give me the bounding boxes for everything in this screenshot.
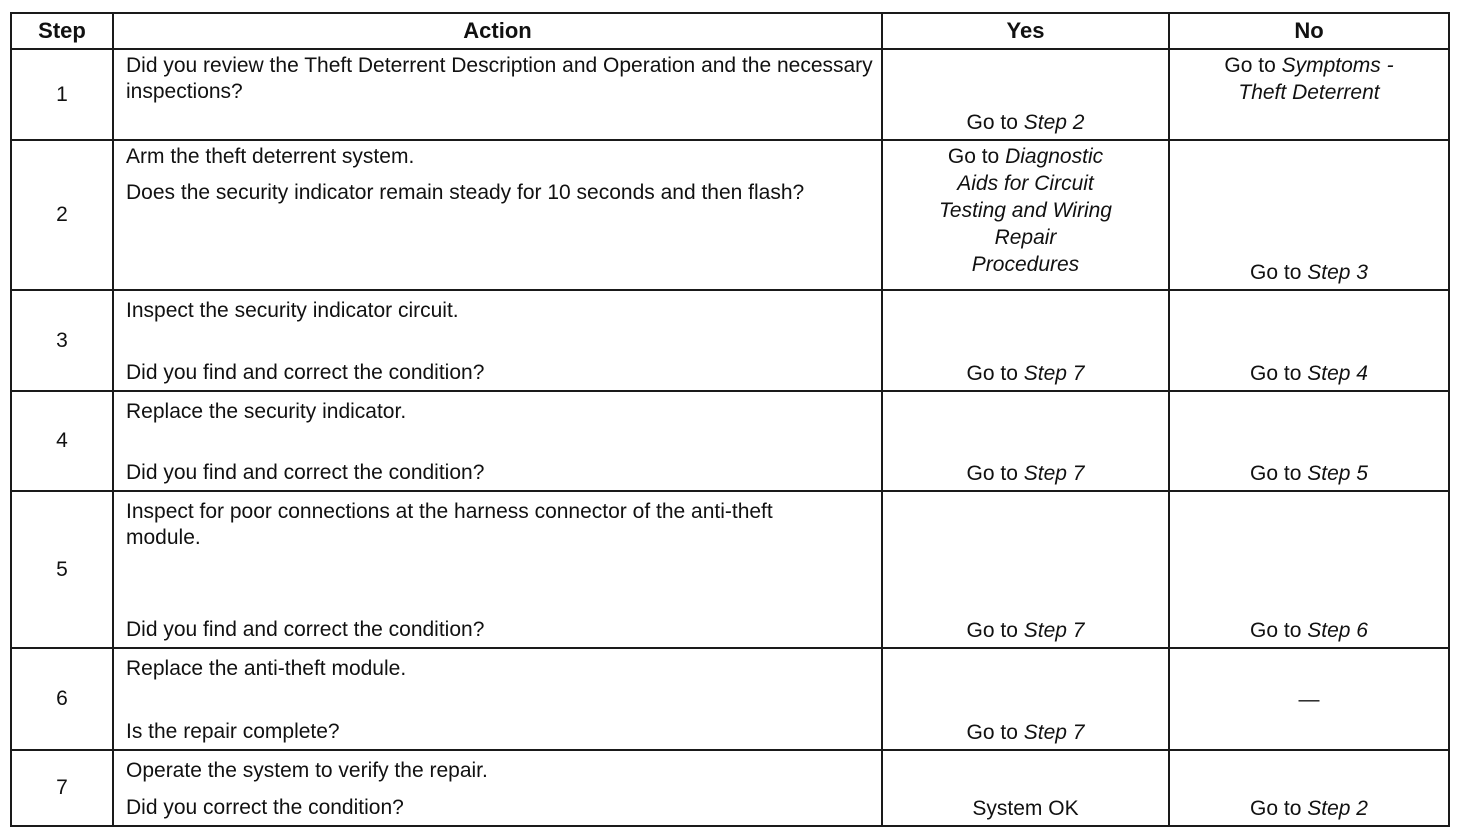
no-prefix: Go to (1224, 54, 1282, 77)
no-cell (1169, 290, 1449, 391)
yes-prefix: Go to (966, 462, 1024, 485)
step-number: 5 (11, 491, 113, 648)
no-cell (1169, 750, 1449, 826)
table-row (11, 290, 1449, 391)
action-cell (113, 290, 882, 391)
step-number: 2 (11, 140, 113, 290)
no-prefix: Go to (1250, 619, 1308, 642)
yes-result: System OK (972, 797, 1079, 820)
action-question: Did you find and correct the condition? (126, 461, 485, 484)
no-cell (1169, 648, 1449, 750)
action-text: Arm the theft deterrent system. (126, 145, 415, 168)
no-prefix: Go to (1250, 362, 1308, 385)
table-row (11, 391, 1449, 491)
header-step: Step (11, 13, 113, 49)
table-row (11, 648, 1449, 750)
action-cell (113, 49, 882, 140)
step-number: 1 (11, 49, 113, 140)
no-reference: Step 2 (1307, 797, 1368, 820)
no-cell (1169, 140, 1449, 290)
step-number: 7 (11, 750, 113, 826)
header-action: Action (113, 13, 882, 49)
no-prefix: Go to (1250, 261, 1308, 284)
action-text: Did you review the Theft Deterrent Description and Operation and the necessary inspections? (126, 54, 873, 103)
action-text: Operate the system to verify the repair. (126, 759, 488, 782)
action-cell (113, 391, 882, 491)
no-cell (1169, 491, 1449, 648)
action-text: Replace the security indicator. (126, 400, 407, 423)
yes-reference: Step 7 (1023, 619, 1085, 642)
yes-prefix: Go to (966, 721, 1024, 744)
yes-cell (882, 750, 1169, 826)
action-text: Inspect for poor connections at the harness connector of the anti-theft module. (126, 500, 773, 549)
yes-cell (882, 491, 1169, 648)
yes-cell (882, 290, 1169, 391)
no-cell (1169, 391, 1449, 491)
no-reference: Symptoms - Theft Deterrent (1238, 54, 1394, 104)
table-row (11, 140, 1449, 290)
no-cell (1169, 49, 1449, 140)
yes-prefix: Go to (966, 619, 1024, 642)
table-row (11, 49, 1449, 140)
no-prefix: Go to (1250, 462, 1308, 485)
action-text: Replace the anti-theft module. (126, 657, 407, 680)
action-cell (113, 648, 882, 750)
yes-reference: Step 7 (1023, 721, 1085, 744)
action-question: Did you correct the condition? (126, 796, 404, 819)
step-number: 3 (11, 290, 113, 391)
yes-prefix: Go to (947, 145, 1006, 168)
action-cell (113, 140, 882, 290)
yes-reference: Diagnostic Aids for Circuit Testing and Wiring Repair Procedures (939, 145, 1112, 276)
action-text: Inspect the security indicator circuit. (126, 299, 459, 322)
no-reference: Step 5 (1307, 462, 1368, 485)
no-dash: — (1298, 687, 1320, 711)
yes-reference: Step 7 (1023, 362, 1085, 385)
header-no: No (1169, 13, 1449, 49)
table-row (11, 491, 1449, 648)
no-prefix: Go to (1250, 797, 1308, 820)
action-question: Is the repair complete? (126, 720, 340, 743)
yes-cell (882, 648, 1169, 750)
action-question: Does the security indicator remain steady for 10 seconds and then flash? (126, 181, 805, 204)
yes-prefix: Go to (966, 362, 1024, 385)
step-number: 6 (11, 648, 113, 750)
table-row (11, 750, 1449, 826)
yes-prefix: Go to (966, 111, 1024, 134)
action-cell (113, 491, 882, 648)
no-reference: Step 3 (1307, 261, 1368, 284)
yes-cell (882, 49, 1169, 140)
header-yes: Yes (882, 13, 1169, 49)
diagnostic-table (10, 12, 1450, 827)
yes-reference: Step 2 (1023, 111, 1085, 134)
no-reference: Step 6 (1307, 619, 1368, 642)
action-question: Did you find and correct the condition? (126, 618, 485, 641)
step-number: 4 (11, 391, 113, 491)
no-reference: Step 4 (1307, 362, 1368, 385)
action-question: Did you find and correct the condition? (126, 361, 485, 384)
yes-cell (882, 140, 1169, 290)
action-cell (113, 750, 882, 826)
yes-cell (882, 391, 1169, 491)
header-row (11, 13, 1449, 49)
yes-reference: Step 7 (1023, 462, 1085, 485)
